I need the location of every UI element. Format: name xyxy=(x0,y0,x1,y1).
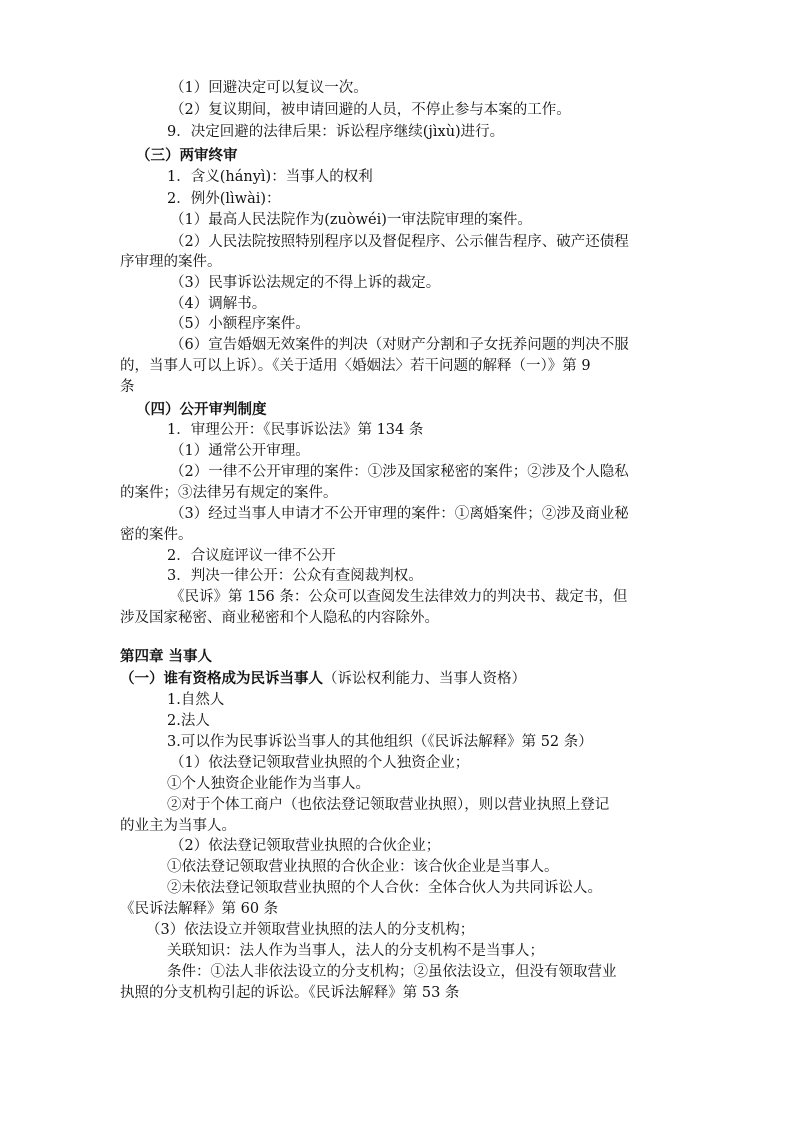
text-line: 1．审理公开：《民事诉讼法》第 134 条 xyxy=(167,422,424,438)
text-line: ①个人独资企业能作为当事人。 xyxy=(167,776,370,792)
text-line: （3）民事诉讼法规定的不得上诉的裁定。 xyxy=(170,275,441,291)
text-line: 9．决定回避的法律后果：诉讼程序继续(jìxù)进行。 xyxy=(167,124,505,140)
text-line: （3）经过当事人申请才不公开审理的案件：①离婚案件；②涉及商业秘 xyxy=(170,506,629,522)
section-heading-line xyxy=(120,669,526,689)
text-line: 关联知识：法人作为当事人，法人的分支机构不是当事人； xyxy=(167,943,544,959)
text-line: （2）复议期间，被申请回避的人员，不停止参与本案的工作。 xyxy=(170,102,571,118)
section-heading: （三）两审终审 xyxy=(136,147,238,164)
text-line: 1．含义(hányì)：当事人的权利 xyxy=(167,169,373,185)
chapter-title: 第四章 当事人 xyxy=(120,648,213,665)
text-line: 1.自然人 xyxy=(167,692,225,708)
text-line: 条 xyxy=(120,379,135,395)
text-line: 2．合议庭评议一律不公开 xyxy=(167,548,336,564)
text-line: ②未依法登记领取营业执照的个人合伙：全体合伙人为共同诉讼人。 xyxy=(167,880,602,896)
section-heading: （一）谁有资格成为民诉当事人 xyxy=(120,670,323,687)
section-heading-note: （诉讼权利能力、当事人资格） xyxy=(323,671,526,687)
text-line: ①依法登记领取营业执照的合伙企业：该合伙企业是当事人。 xyxy=(167,859,559,875)
text-line: 条件：①法人非依法设立的分支机构；②虽依法设立，但没有领取营业 xyxy=(167,964,617,980)
text-line: ②对于个体工商户（也依法登记领取营业执照），则以营业执照上登记 xyxy=(167,797,610,813)
text-line: （2）一律不公开审理的案件：①涉及国家秘密的案件；②涉及个人隐私 xyxy=(170,464,629,480)
text-line: （6）宣告婚姻无效案件的判决（对财产分割和子女抚养问题的判决不服 xyxy=(170,337,629,353)
text-line: 密的案件。 xyxy=(120,527,193,543)
text-line: （1）通常公开审理。 xyxy=(170,443,310,459)
text-line: （1）回避决定可以复议一次。 xyxy=(170,80,368,96)
text-line: （1）最高人民法院作为(zuòwéi)一审法院审理的案件。 xyxy=(170,212,532,228)
text-line: 的业主为当事人。 xyxy=(120,818,236,834)
text-line: 序审理的案件。 xyxy=(120,254,222,270)
text-line: 《民诉法解释》第 60 条 xyxy=(120,901,279,917)
text-line: （2）人民法院按照特别程序以及督促程序、公示催告程序、破产还债程 xyxy=(170,234,629,250)
text-line: （4）调解书。 xyxy=(170,296,267,312)
text-line: 执照的分支机构引起的诉讼。《民诉法解释》第 53 条 xyxy=(120,985,460,1001)
text-line: 3．判决一律公开：公众有查阅裁判权。 xyxy=(167,568,423,584)
text-line: 的，当事人可以上诉）。《关于适用〈婚姻法〉若干问题的解释（一）》第 9 xyxy=(120,358,591,374)
text-line: 《民诉》第 156 条：公众可以查阅发生法律效力的判决书、裁定书，但 xyxy=(170,589,628,605)
text-line: 的案件；③法律另有规定的案件。 xyxy=(120,485,338,501)
text-line: 2．例外(lìwài)： xyxy=(167,191,281,207)
section-heading: （四）公开审判制度 xyxy=(136,401,267,418)
text-line: 涉及国家秘密、商业秘密和个人隐私的内容除外。 xyxy=(120,610,439,626)
text-line: （5）小额程序案件。 xyxy=(170,316,310,332)
text-line: （2）依法登记领取营业执照的合伙企业； xyxy=(170,838,441,854)
text-line: 2.法人 xyxy=(167,713,210,729)
text-line: （3）依法设立并领取营业执照的法人的分支机构； xyxy=(146,922,475,938)
text-line: （1）依法登记领取营业执照的个人独资企业； xyxy=(170,755,470,771)
text-line: 3.可以作为民事诉讼当事人的其他组织（《民诉法解释》第 52 条） xyxy=(167,734,593,750)
